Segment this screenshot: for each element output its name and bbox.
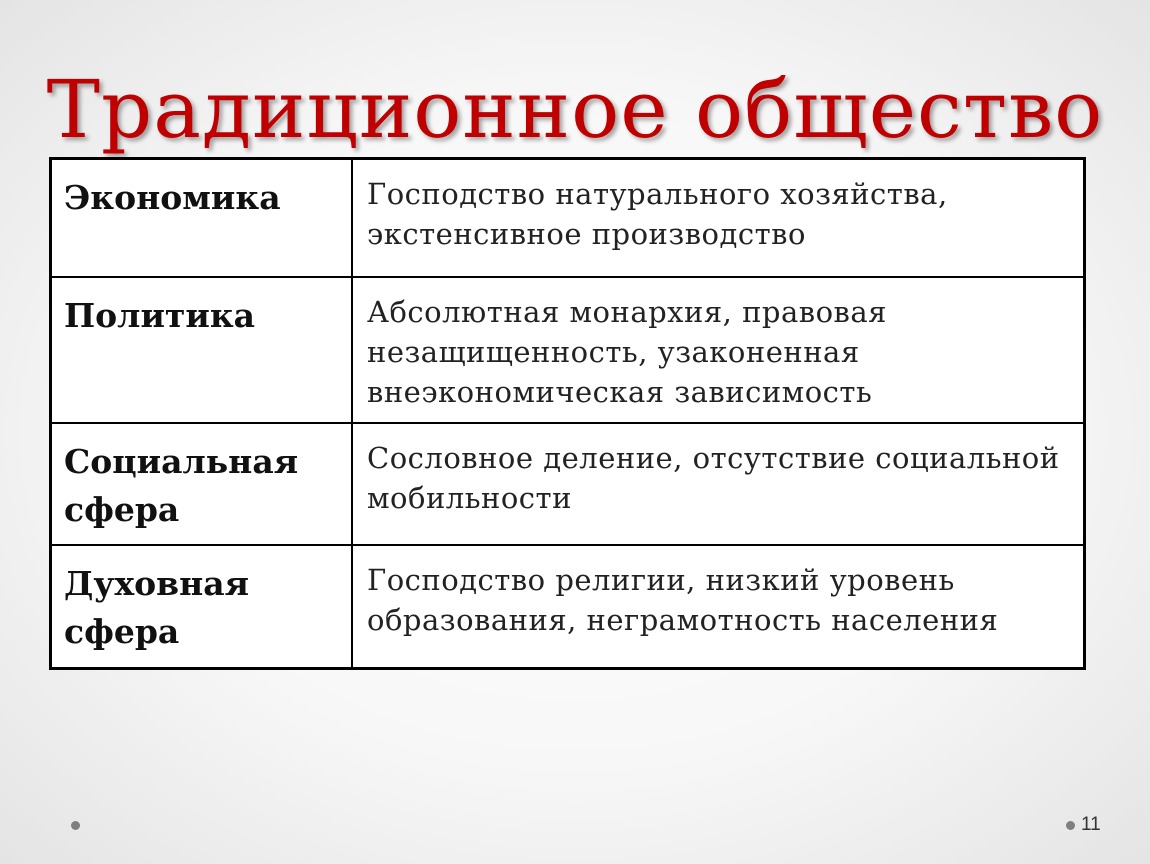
table-row-economy — [51, 159, 1085, 277]
society-table — [49, 157, 1086, 670]
row-label: Духовная сфера — [51, 545, 353, 669]
right-bullet-dot — [1066, 821, 1075, 830]
row-description: Абсолютная монархия, правовая незащищенность, узаконенная внеэкономическая зависимость — [352, 277, 1085, 423]
table-row-social — [51, 423, 1085, 545]
row-description: Господство натурального хозяйства, экстенсивное производство — [352, 159, 1085, 277]
row-label: Социальная сфера — [51, 423, 353, 545]
left-bullet-dot — [71, 821, 80, 830]
slide-title: Традиционное общество — [46, 63, 1104, 156]
page-number: 11 — [1081, 814, 1101, 835]
row-description: Господство религии, низкий уровень образования, неграмотность населения — [352, 545, 1085, 669]
row-label: Политика — [51, 277, 353, 423]
row-label: Экономика — [51, 159, 353, 277]
table-row-politics — [51, 277, 1085, 423]
table-row-spiritual — [51, 545, 1085, 669]
row-description: Сословное деление, отсутствие социальной мобильности — [352, 423, 1085, 545]
